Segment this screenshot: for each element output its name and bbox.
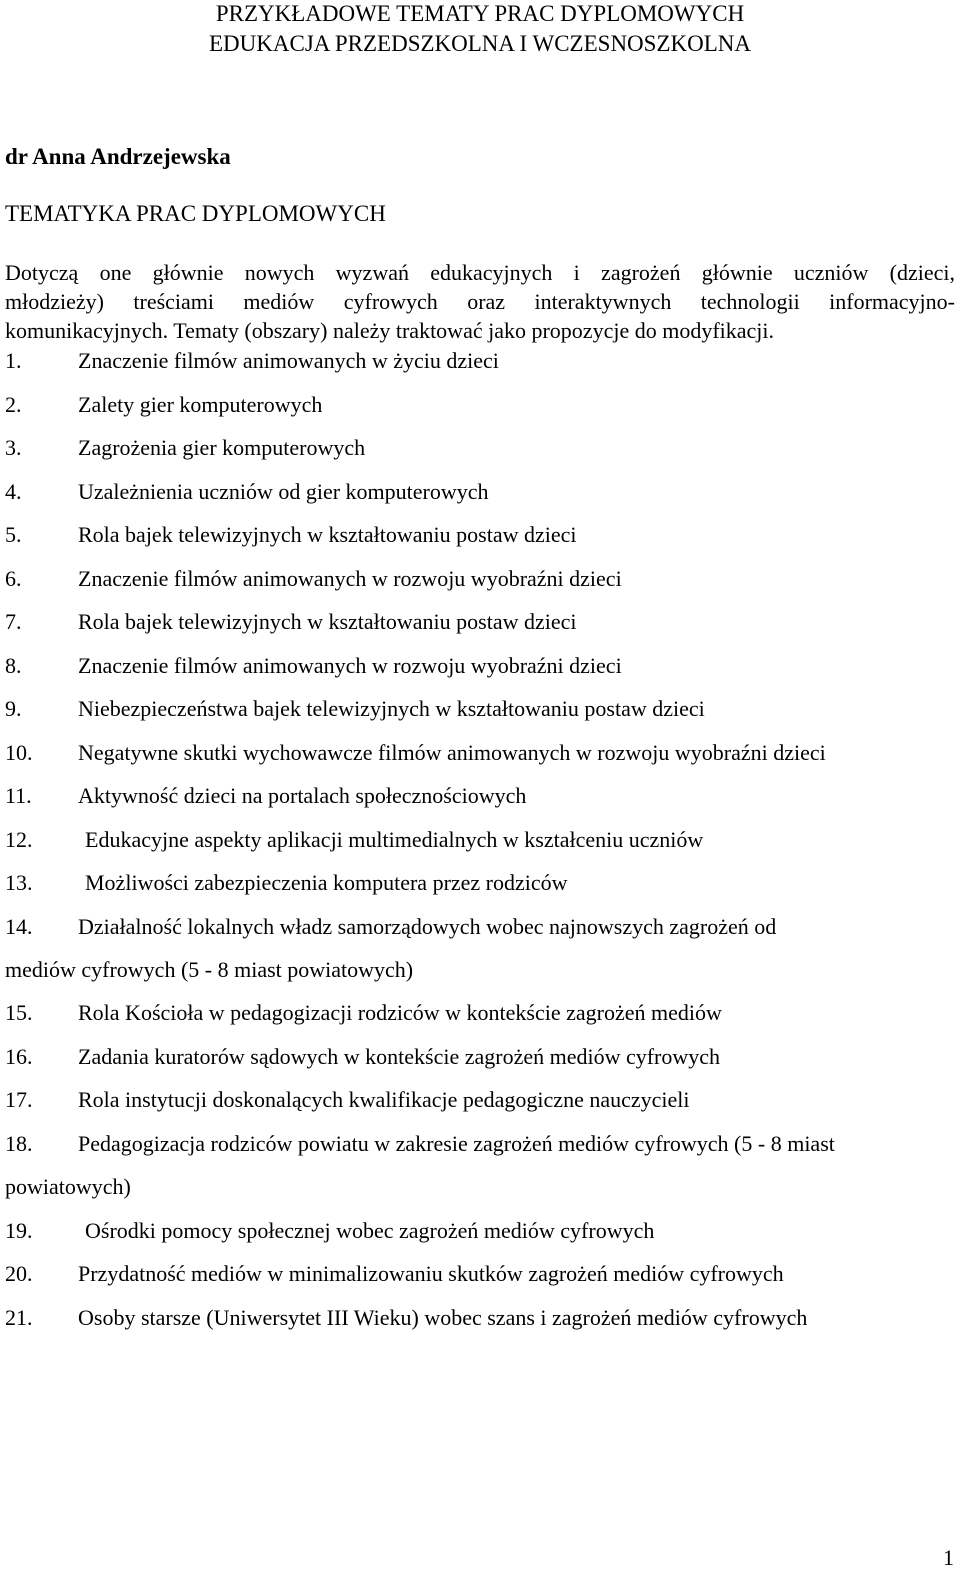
topic-item-1 bbox=[5, 348, 499, 374]
topic-text: Znaczenie filmów animowanych w rozwoju wyobraźni dzieci bbox=[78, 653, 622, 678]
topic-text: Znaczenie filmów animowanych w rozwoju wyobraźni dzieci bbox=[78, 566, 622, 591]
topic-text: Zalety gier komputerowych bbox=[78, 392, 323, 417]
topic-number: 5. bbox=[5, 522, 22, 547]
section-title: TEMATYKA PRAC DYPLOMOWYCH bbox=[5, 201, 386, 226]
topic-item-4 bbox=[5, 479, 489, 505]
topic-item-20 bbox=[5, 1261, 784, 1287]
topic-item-6 bbox=[5, 566, 622, 592]
topic-number: 16. bbox=[5, 1044, 33, 1069]
topic-item-14 bbox=[5, 914, 776, 940]
topic-text: Uzależnienia uczniów od gier komputerowych bbox=[78, 479, 489, 504]
topic-text: Możliwości zabezpieczenia komputera przez rodziców bbox=[85, 870, 568, 895]
topic-item-9 bbox=[5, 696, 705, 722]
topic-item-10 bbox=[5, 740, 826, 766]
topic-text: Niebezpieczeństwa bajek telewizyjnych w kształtowaniu postaw dzieci bbox=[78, 696, 705, 721]
topic-text: Rola bajek telewizyjnych w kształtowaniu postaw dzieci bbox=[78, 522, 577, 547]
topic-number: 19. bbox=[5, 1218, 33, 1243]
topic-number: 1. bbox=[5, 348, 22, 373]
topic-text: Przydatność mediów w minimalizowaniu skutków zagrożeń mediów cyfrowych bbox=[78, 1261, 784, 1286]
topic-number: 3. bbox=[5, 435, 22, 460]
intro-line: młodzieży) treściami mediów cyfrowych oraz interaktywnych technologii informacyjno- bbox=[5, 289, 955, 314]
topic-item-8 bbox=[5, 653, 622, 679]
topic-number: 2. bbox=[5, 392, 22, 417]
topic-item-18 bbox=[5, 1131, 835, 1157]
topic-text: Znaczenie filmów animowanych w życiu dzieci bbox=[78, 348, 499, 373]
topic-number: 21. bbox=[5, 1305, 33, 1330]
topic-item-18-continuation: powiatowych) bbox=[5, 1174, 131, 1199]
topic-item-2 bbox=[5, 392, 322, 418]
topic-item-11 bbox=[5, 783, 526, 809]
topic-text: Ośrodki pomocy społecznej wobec zagrożeń mediów cyfrowych bbox=[85, 1218, 655, 1243]
topic-text: Rola Kościoła w pedagogizacji rodziców w kontekście zagrożeń mediów bbox=[78, 1000, 722, 1025]
topic-number: 11. bbox=[5, 783, 32, 808]
topic-number: 4. bbox=[5, 479, 22, 504]
topic-item-17 bbox=[5, 1087, 690, 1113]
topic-item-13 bbox=[5, 870, 568, 896]
document-title-line1: PRZYKŁADOWE TEMATY PRAC DYPLOMOWYCH bbox=[215, 1, 745, 26]
topic-number: 8. bbox=[5, 653, 22, 678]
topic-number: 13. bbox=[5, 870, 33, 895]
topic-item-21 bbox=[5, 1305, 807, 1331]
author-name: dr Anna Andrzejewska bbox=[5, 144, 231, 169]
topic-text: Pedagogizacja rodziców powiatu w zakresie zagrożeń mediów cyfrowych (5 - 8 miast bbox=[78, 1131, 835, 1156]
topic-item-7 bbox=[5, 609, 577, 635]
topic-text: Aktywność dzieci na portalach społecznościowych bbox=[78, 783, 527, 808]
intro-paragraph bbox=[5, 258, 955, 345]
topic-number: 17. bbox=[5, 1087, 33, 1112]
topic-text: Zagrożenia gier komputerowych bbox=[78, 435, 366, 460]
intro-line: Dotyczą one głównie nowych wyzwań edukacyjnych i zagrożeń głównie uczniów (dzieci, bbox=[5, 260, 955, 285]
intro-line: komunikacyjnych. Tematy (obszary) należy traktować jako propozycje do modyfikacji. bbox=[5, 318, 775, 343]
page-number: 1 bbox=[943, 1545, 954, 1570]
topic-item-19 bbox=[5, 1218, 654, 1244]
topic-number: 7. bbox=[5, 609, 22, 634]
topic-text: Rola bajek telewizyjnych w kształtowaniu postaw dzieci bbox=[78, 609, 577, 634]
topic-text: Osoby starsze (Uniwersytet III Wieku) wobec szans i zagrożeń mediów cyfrowych bbox=[78, 1305, 808, 1330]
topic-number: 6. bbox=[5, 566, 22, 591]
topic-text: Działalność lokalnych władz samorządowych wobec najnowszych zagrożeń od bbox=[78, 914, 777, 939]
topic-text: Edukacyjne aspekty aplikacji multimedialnych w kształceniu uczniów bbox=[85, 827, 704, 852]
topic-number: 10. bbox=[5, 740, 33, 765]
topic-item-12 bbox=[5, 827, 703, 853]
topic-number: 14. bbox=[5, 914, 33, 939]
topic-number: 9. bbox=[5, 696, 22, 721]
topic-item-16 bbox=[5, 1044, 720, 1070]
topic-text: Zadania kuratorów sądowych w kontekście zagrożeń mediów cyfrowych bbox=[78, 1044, 721, 1069]
topic-item-5 bbox=[5, 522, 577, 548]
topic-number: 18. bbox=[5, 1131, 33, 1156]
topic-text: Rola instytucji doskonalących kwalifikacje pedagogiczne nauczycieli bbox=[78, 1087, 690, 1112]
topic-item-14-continuation: mediów cyfrowych (5 - 8 miast powiatowych) bbox=[5, 957, 414, 982]
topic-number: 12. bbox=[5, 827, 33, 852]
topic-number: 15. bbox=[5, 1000, 33, 1025]
document-title-line2: EDUKACJA PRZEDSZKOLNA I WCZESNOSZKOLNA bbox=[208, 31, 751, 56]
topic-item-15 bbox=[5, 1000, 722, 1026]
topic-number: 20. bbox=[5, 1261, 33, 1286]
topic-item-3 bbox=[5, 435, 365, 461]
topic-text: Negatywne skutki wychowawcze filmów animowanych w rozwoju wyobraźni dzieci bbox=[78, 740, 826, 765]
